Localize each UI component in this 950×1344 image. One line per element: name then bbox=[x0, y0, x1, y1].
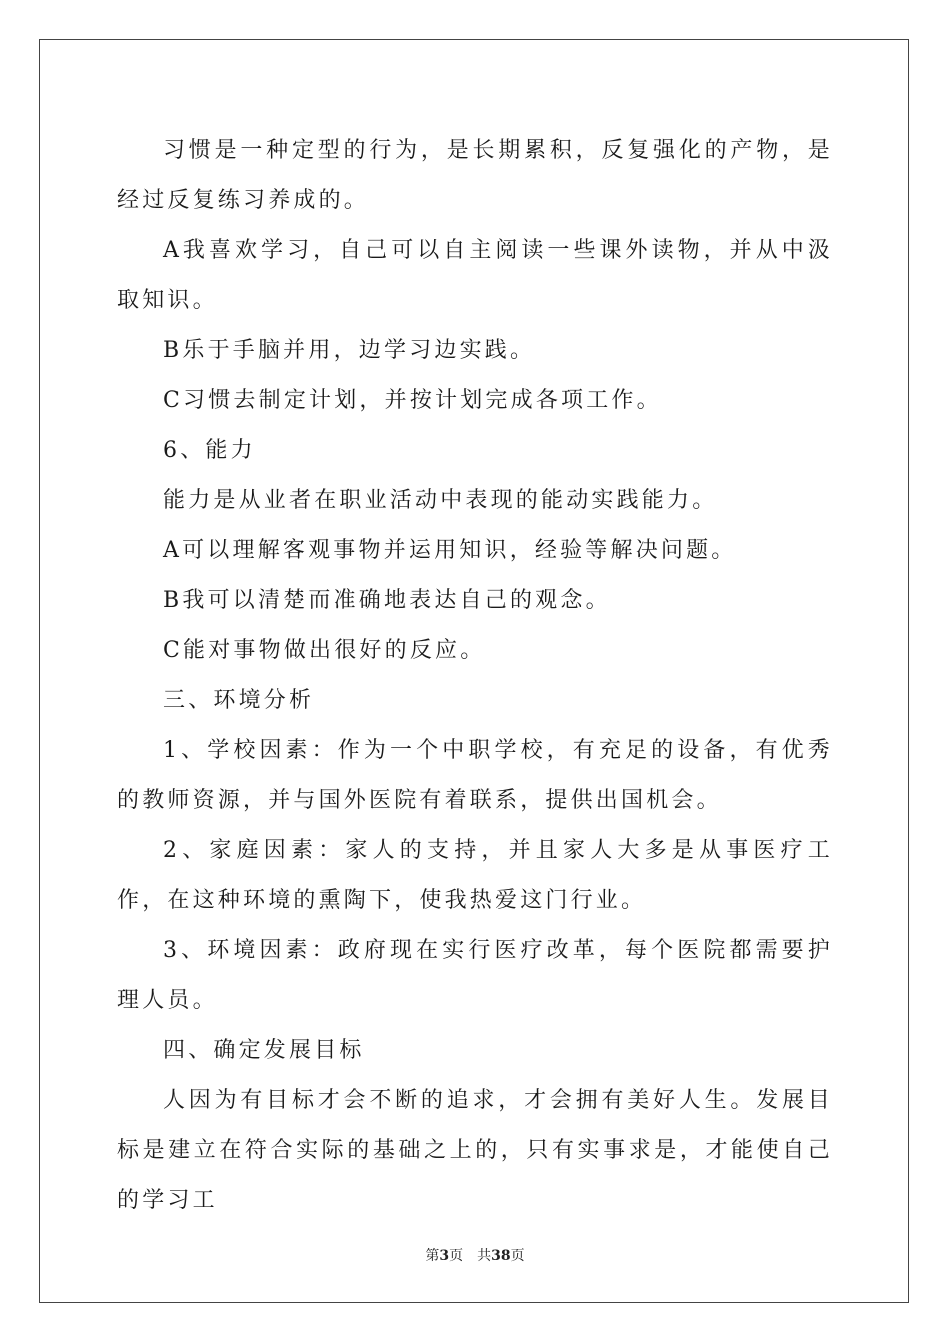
paragraph: 习惯是一种定型的行为，是长期累积，反复强化的产物，是经过反复练习养成的。 bbox=[117, 138, 833, 213]
page-suffix: 页 bbox=[449, 1248, 464, 1264]
paragraph: A可以理解客观事物并运用知识，经验等解决问题。 bbox=[163, 538, 737, 563]
section-heading: 四、确定发展目标 bbox=[163, 1038, 365, 1063]
section-heading: 三、环境分析 bbox=[163, 688, 315, 713]
section-heading: 6、能力 bbox=[163, 438, 256, 463]
paragraph: B乐于手脑并用，边学习边实践。 bbox=[163, 338, 536, 363]
paragraph: 能力是从业者在职业活动中表现的能动实践能力。 bbox=[163, 488, 718, 513]
paragraph: A我喜欢学习，自己可以自主阅读一些课外读物，并从中汲取知识。 bbox=[117, 238, 833, 313]
page-footer bbox=[0, 1245, 950, 1265]
paragraph: 2、家庭因素：家人的支持，并且家人大多是从事医疗工作，在这种环境的熏陶下，使我热爱这门行业。 bbox=[117, 838, 833, 913]
paragraph: 3、环境因素：政府现在实行医疗改革，每个医院都需要护理人员。 bbox=[117, 938, 833, 1013]
paragraph: C能对事物做出很好的反应。 bbox=[163, 638, 486, 663]
total-pages: 38 bbox=[491, 1248, 511, 1264]
total-prefix: 共 bbox=[477, 1248, 492, 1264]
total-suffix: 页 bbox=[510, 1248, 525, 1264]
paragraph: C习惯去制定计划，并按计划完成各项工作。 bbox=[163, 388, 662, 413]
document-body bbox=[117, 126, 833, 1226]
paragraph: B我可以清楚而准确地表达自己的观念。 bbox=[163, 588, 611, 613]
paragraph: 1、学校因素：作为一个中职学校，有充足的设备，有优秀的教师资源，并与国外医院有着联系，提供出国机会。 bbox=[117, 738, 833, 813]
page-number: 3 bbox=[439, 1248, 450, 1264]
paragraph: 人因为有目标才会不断的追求，才会拥有美好人生。发展目标是建立在符合实际的基础之上的，只有实事求是，才能使自己的学习工 bbox=[117, 1088, 833, 1213]
page-prefix: 第 bbox=[425, 1248, 440, 1264]
